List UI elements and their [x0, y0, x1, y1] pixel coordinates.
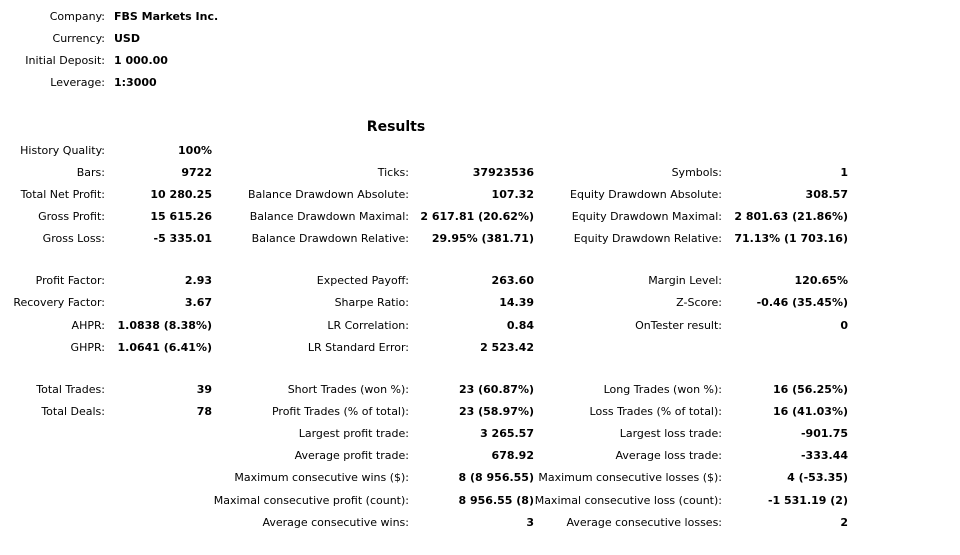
- value-col1: 15 615.26: [150, 210, 212, 223]
- value-col2: 14.39: [499, 296, 534, 309]
- label-col1: Total Net Profit:: [20, 188, 105, 201]
- value-col3: 0: [840, 319, 848, 332]
- header-leverage-row: [0, 72, 960, 94]
- value-col3: 2 801.63 (21.86%): [734, 210, 848, 223]
- result-row: [0, 206, 960, 228]
- value-col2: 2 523.42: [480, 341, 534, 354]
- label-col3: Average loss trade:: [615, 449, 722, 462]
- label-col2: Average profit trade:: [294, 449, 409, 462]
- label-col1: Recovery Factor:: [13, 296, 105, 309]
- label-col1: GHPR:: [70, 341, 105, 354]
- label-col2: Balance Drawdown Absolute:: [247, 188, 409, 201]
- value-col1: 78: [196, 405, 212, 418]
- label-col1: Total Trades:: [36, 383, 105, 396]
- label-col2: Sharpe Ratio:: [334, 296, 409, 309]
- value-col1: -5 335.01: [153, 232, 212, 245]
- value-col2: 107.32: [491, 188, 534, 201]
- value-col2: 3 265.57: [480, 427, 534, 440]
- result-row: [0, 140, 960, 162]
- currency-label: Currency:: [52, 32, 105, 45]
- value-col3: -0.46 (35.45%): [756, 296, 848, 309]
- result-row: [0, 512, 960, 534]
- header-deposit-row: [0, 50, 960, 72]
- label-col3: Equity Drawdown Absolute:: [570, 188, 722, 201]
- value-col3: 120.65%: [794, 274, 848, 287]
- result-row: [0, 401, 960, 423]
- label-col3: Z-Score:: [676, 296, 722, 309]
- label-col2: Profit Trades (% of total):: [271, 405, 409, 418]
- result-row: [0, 423, 960, 445]
- label-col2: Balance Drawdown Maximal:: [249, 210, 409, 223]
- label-col2: Balance Drawdown Relative:: [251, 232, 409, 245]
- result-row: [0, 315, 960, 337]
- label-col1: History Quality:: [20, 144, 105, 157]
- value-col2: 2 617.81 (20.62%): [420, 210, 534, 223]
- value-col1: 10 280.25: [150, 188, 212, 201]
- value-col3: -1 531.19 (2): [767, 494, 848, 507]
- value-col1: 1.0838 (8.38%): [117, 319, 212, 332]
- label-col2: LR Standard Error:: [307, 341, 409, 354]
- value-col3: 308.57: [805, 188, 848, 201]
- value-col1: 1.0641 (6.41%): [117, 341, 212, 354]
- result-row: [0, 490, 960, 512]
- value-col1: 39: [196, 383, 212, 396]
- label-col3: Symbols:: [671, 166, 722, 179]
- label-col3: Loss Trades (% of total):: [589, 405, 722, 418]
- label-col2: Ticks:: [377, 166, 409, 179]
- leverage-label: Leverage:: [50, 76, 105, 89]
- value-col2: 29.95% (381.71): [431, 232, 534, 245]
- result-row: [0, 467, 960, 489]
- value-col2: 263.60: [491, 274, 534, 287]
- label-col2: Average consecutive wins:: [262, 516, 409, 529]
- value-col2: 23 (58.97%): [458, 405, 534, 418]
- label-col1: Total Deals:: [41, 405, 105, 418]
- label-col1: Gross Loss:: [42, 232, 105, 245]
- value-col3: 71.13% (1 703.16): [734, 232, 848, 245]
- label-col2: Maximal consecutive profit (count):: [213, 494, 409, 507]
- label-col1: AHPR:: [71, 319, 105, 332]
- value-col3: 2: [840, 516, 848, 529]
- currency-value: USD: [114, 32, 140, 45]
- deposit-label: Initial Deposit:: [25, 54, 105, 67]
- label-col1: Bars:: [76, 166, 105, 179]
- header-currency-row: [0, 28, 960, 50]
- leverage-value: 1:3000: [114, 76, 157, 89]
- value-col1: 100%: [178, 144, 212, 157]
- label-col1: Profit Factor:: [35, 274, 105, 287]
- result-row: [0, 337, 960, 359]
- label-col3: Maximum consecutive losses ($):: [538, 471, 722, 484]
- label-col2: Short Trades (won %):: [287, 383, 409, 396]
- value-col3: 4 (-53.35): [787, 471, 848, 484]
- value-col3: -333.44: [800, 449, 848, 462]
- label-col2: LR Correlation:: [327, 319, 409, 332]
- result-row: [0, 445, 960, 467]
- label-col3: OnTester result:: [635, 319, 722, 332]
- label-col1: Gross Profit:: [38, 210, 105, 223]
- value-col2: 8 (8 956.55): [458, 471, 534, 484]
- value-col2: 0.84: [506, 319, 534, 332]
- label-col3: Equity Drawdown Maximal:: [571, 210, 722, 223]
- value-col2: 678.92: [491, 449, 534, 462]
- label-col3: Margin Level:: [648, 274, 722, 287]
- label-col3: Equity Drawdown Relative:: [573, 232, 722, 245]
- result-row: [0, 162, 960, 184]
- label-col2: Largest profit trade:: [298, 427, 409, 440]
- value-col1: 2.93: [184, 274, 212, 287]
- company-label: Company:: [49, 10, 105, 23]
- label-col3: Largest loss trade:: [619, 427, 722, 440]
- value-col1: 3.67: [184, 296, 212, 309]
- label-col3: Average consecutive losses:: [566, 516, 722, 529]
- value-col2: 3: [526, 516, 534, 529]
- value-col2: 8 956.55 (8): [458, 494, 534, 507]
- value-col1: 9722: [181, 166, 212, 179]
- result-row: [0, 184, 960, 206]
- result-row: [0, 379, 960, 401]
- label-col3: Long Trades (won %):: [603, 383, 722, 396]
- value-col3: 1: [840, 166, 848, 179]
- company-value: FBS Markets Inc.: [114, 10, 219, 23]
- value-col3: 16 (56.25%): [772, 383, 848, 396]
- header-company-row: [0, 6, 960, 28]
- value-col3: 16 (41.03%): [772, 405, 848, 418]
- results-title: Results: [366, 119, 426, 135]
- label-col3: Maximal consecutive loss (count):: [534, 494, 722, 507]
- value-col3: -901.75: [800, 427, 848, 440]
- label-col2: Expected Payoff:: [316, 274, 409, 287]
- result-row: [0, 228, 960, 250]
- result-row: [0, 292, 960, 314]
- value-col2: 23 (60.87%): [458, 383, 534, 396]
- value-col2: 37923536: [472, 166, 534, 179]
- result-row: [0, 270, 960, 292]
- label-col2: Maximum consecutive wins ($):: [234, 471, 409, 484]
- deposit-value: 1 000.00: [114, 54, 168, 67]
